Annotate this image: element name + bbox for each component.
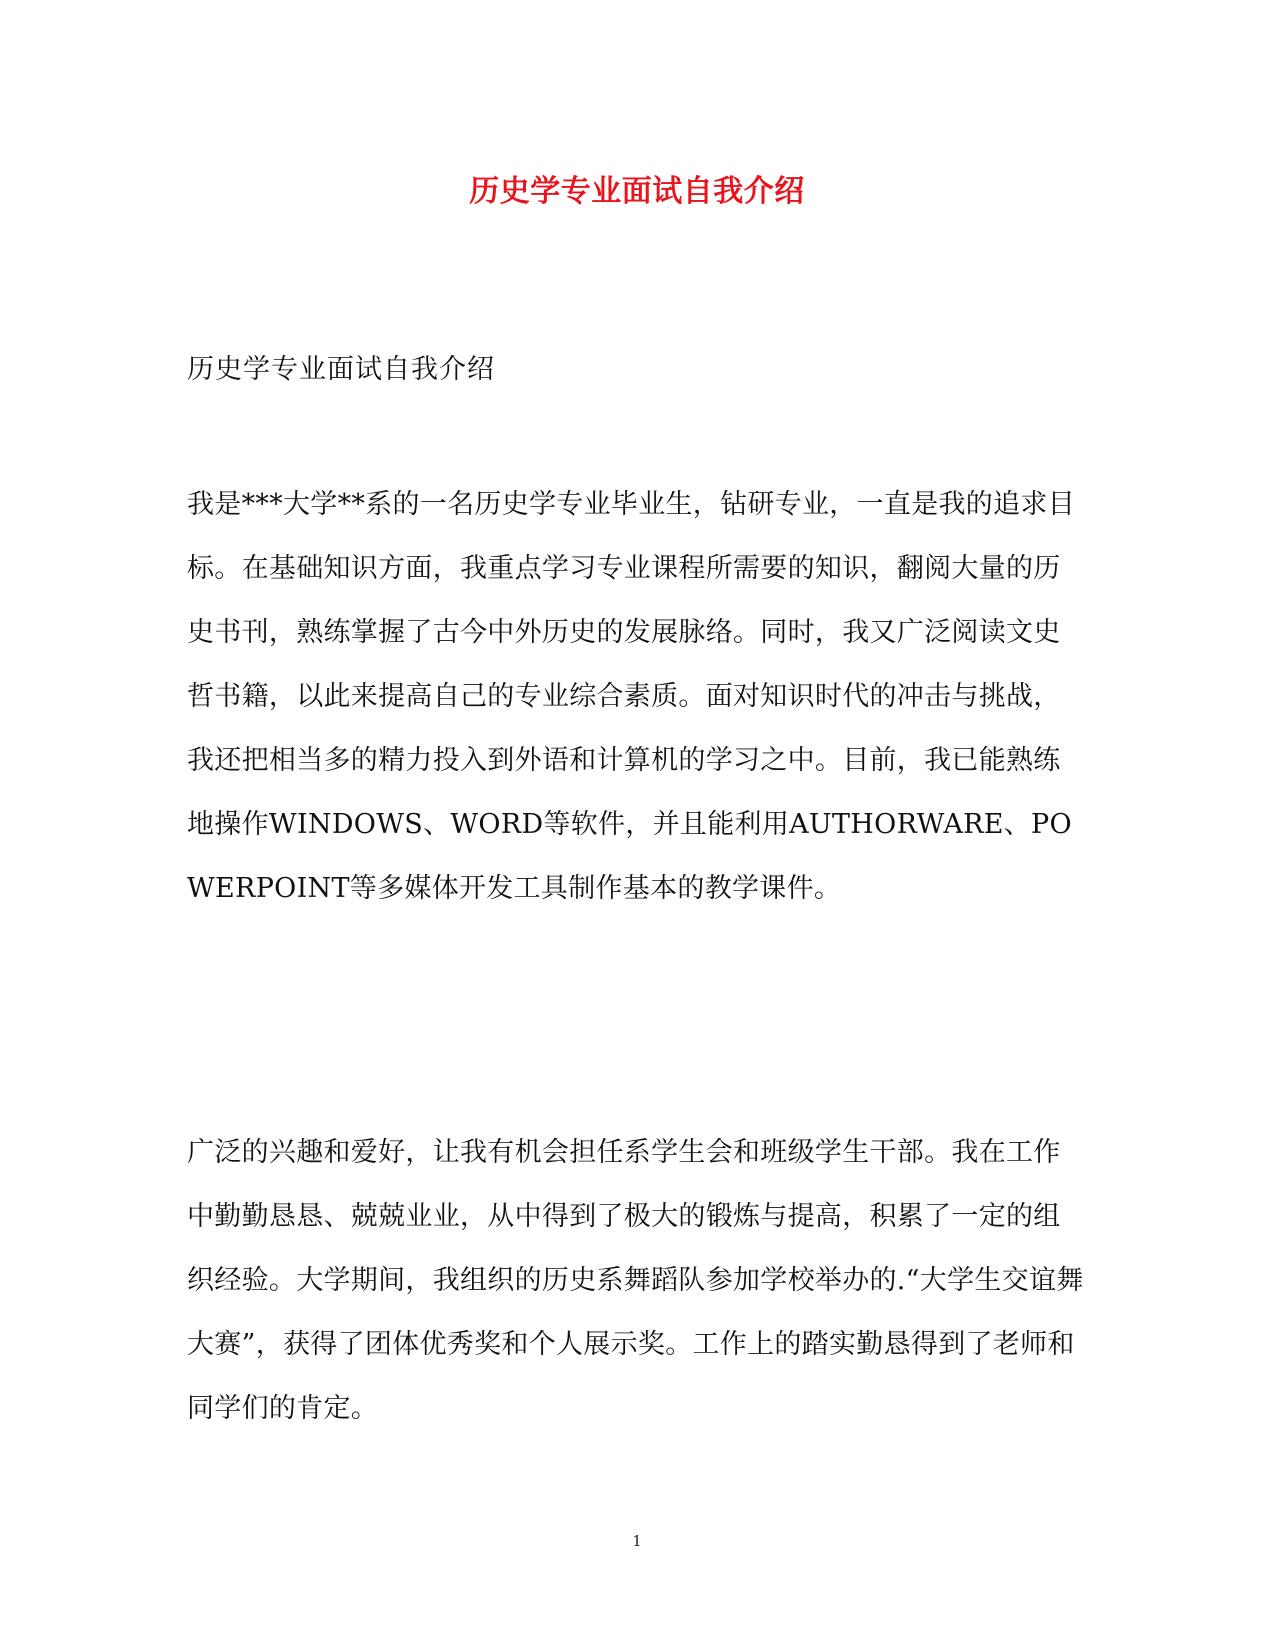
document-subtitle: 历史学专业面试自我介绍 xyxy=(187,354,495,385)
document-title: 历史学专业面试自我介绍 xyxy=(469,174,805,209)
paragraph-education: 我是***大学**系的一名历史学专业毕业生，钻研专业，一直是我的追求目标。在基础知识方面，我重点学习专业课程所需要的知识，翻阅大量的历史书刊，熟练掌握了古今中外历史的发展脉络。同时，我又广泛阅读文史哲书籍，以此来提高自己的专业综合素质。面对知识时代的冲击与挑战，我还把相当多的精力投入到外语和计算机的学习之中。目前，我已能熟练地操作WINDOWS、WORD等软件，并且能利用AUTHORWARE、POWERPOINT等多媒体开发工具制作基本的教学课件。 xyxy=(187,489,1075,904)
page-number: 1 xyxy=(632,1532,642,1550)
paragraph-activities: 广泛的兴趣和爱好，让我有机会担任系学生会和班级学生干部。我在工作中勤勤恳恳、兢兢业业，从中得到了极大的锻炼与提高，积累了一定的组织经验。大学期间，我组织的历史系舞蹈队参加学校举办的.“大学生交谊舞大赛”，获得了团体优秀奖和个人展示奖。工作上的踏实勤恳得到了老师和同学们的肯定。 xyxy=(187,1137,1084,1424)
